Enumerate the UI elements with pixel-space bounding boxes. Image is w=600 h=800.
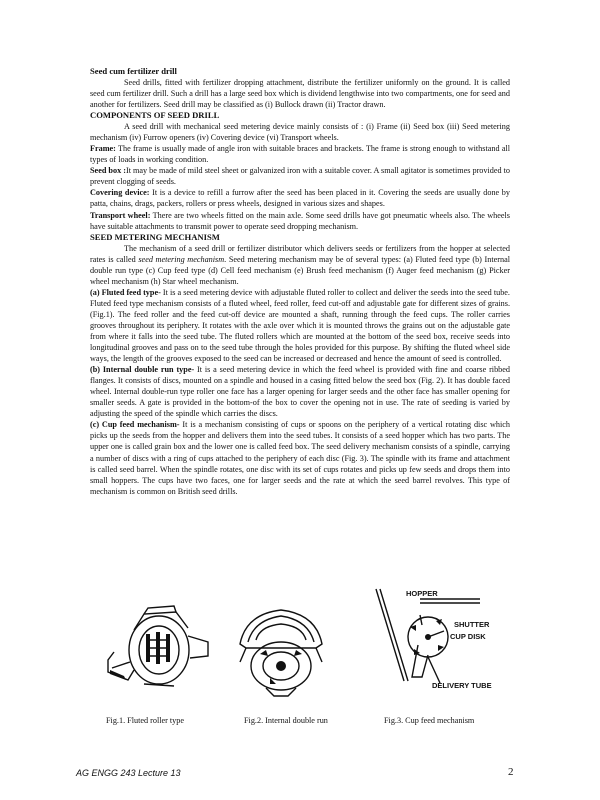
transport-paragraph: Transport wheel: There are two wheels fitted on the main axle. Some seed drills have got pneumatic wheels also. The wheels have suitable attachments to transmit power to operate seed dropping mechanism. — [90, 210, 510, 231]
seedbox-paragraph: Seed box :It may be made of mild steel sheet or galvanized iron with a suitable cover. A small agitator is sometimes provided to prevent clogging of seeds. — [90, 166, 511, 187]
document-body — [90, 66, 510, 497]
fig3-label-hopper: HOPPER — [406, 589, 438, 598]
fig3-caption: Fig.3. Cup feed mechanism — [384, 716, 475, 725]
cup-paragraph: (c) Cup feed mechanism- It is a mechanism consisting of cups or spoons on the periphery of a vertical rotating disc which picks up the seeds from the hopper and delivers them into the seed tubes. It consists of a seed hopper which has two parts. The upper one is called grain box and the lower one is called feed box. The seed delivery mechanism consists of a spindle, carrying a number of discs with a ring of cups attached to the periphery of each disc (Fig. 3). The spindle with its frame and attachment is called seed barrel. When the spindle rotates, one disc with its set of cups rotates and picks up few seeds and drops them into small hoppers. The cups have two faces, one for larger seeds and the rate at which the seed barrel revolves. This type of mechanism is common on British seed drills. — [90, 420, 510, 496]
metering-intro: The mechanism of a seed drill or fertilizer distributor which delivers seeds or fertilizers from the hopper at selected rates is called seed metering mechanism. Seed metering mechanism may be of several types: (a) Fluted feed type (b) Internal double run type (c) Cup feed type (d) Cell feed mechanism (e) Brush feed mechanism (f) Auger feed mechanism (g) Picker wheel mechanism (h) Star wheel mechanism. — [90, 243, 510, 286]
components-intro: A seed drill with mechanical seed metering device mainly consists of : (i) Frame (ii) Seed box (iii) Seed metering mechanism (iv) Furrow openers (iv) Covering device (vi) Transport wheels. — [90, 122, 510, 143]
frame-paragraph: Frame: The frame is usually made of angle iron with suitable braces and brackets. The frame is strong enough to withstand all types of loads in working condition. — [90, 144, 510, 165]
fig3-label-delivery-tube: DELIVERY TUBE — [432, 681, 492, 690]
page-number: 2 — [508, 766, 514, 778]
fig3-cup-feed-drawing — [370, 585, 510, 700]
intro-paragraph: Seed drills, fitted with fertilizer dropping attachment, distribute the fertilizer uniformly on the ground. It is called seed cum fertilizer drill. Such a drill has a large seed box which is dividend lengthwise into two compartments, one for seed and another for fertilizers. Seed drill may be classified as (i) Bullock drawn (ii) Tractor drawn. — [90, 78, 510, 110]
fig3-label-cup-disk: CUP DISK — [450, 632, 486, 641]
fig2-caption: Fig.2. Internal double run — [244, 716, 328, 725]
metering-heading: SEED METERING MECHANISM — [90, 231, 220, 242]
fluted-paragraph: (a) Fluted feed type- It is a seed metering device with adjustable fluted roller to collect and deliver the seeds into the seed tube. Fluted feed type mechanism consists of a fluted wheel, feed roller, feed cut-off and adjustable gate for different sizes of grains. (Fig.1). The feed roller and the feed cut-off device are mounted a shaft, running through the feed cups. The roller carries grooves throughout its periphery. It rotates with the axle over which it is mounted throws the grains out on the adjustable gate from where it falls into the seed tube. The fluted rollers which are mounted at the bottom of the seed box, receive seeds into longitudinal grooves and pass on to the seed tube through the holes provided for this purpose. By shifting the fluted wheel side ways, the length of the grooves exposed to the seed can be increased or decreased and hence the amount of seed is controlled. — [90, 287, 510, 364]
components-heading: COMPONENTS OF SEED DRILL — [90, 110, 220, 121]
fig1-caption: Fig.1. Fluted roller type — [106, 716, 185, 725]
covering-paragraph: Covering device: It is a device to refill a furrow after the seed has been placed in it. Covering the seeds are usually done by patta, chains, drags, packers, rollers or press wheels, designed in various sizes and shapes. — [90, 188, 510, 209]
fig2-internal-double-run-drawing — [236, 604, 326, 699]
fig3-label-shutter: SHUTTER — [454, 620, 490, 629]
footer-course-label: AG ENGG 243 Lecture 13 — [76, 768, 181, 778]
fig1-fluted-roller-drawing — [104, 600, 214, 695]
internal-paragraph: (b) Internal double run type- It is a seed metering device in which the feed wheel is provided with fine and coarse ribbed flanges. It consists of discs, mounted on a spindle and housed in a casing fitted below the seed box (Fig. 2). It has double faced wheel. Internal double-run type roller one face has a larger opening for larger seeds and the other face has smaller opening for smaller seeds. A gate is provided in the bottom-of the box to cover the opening not in use. The rate of seeding is varied by adjusting the speed of the spindle which carries the discs. — [90, 365, 510, 419]
section-title: Seed cum fertilizer drill — [90, 66, 177, 76]
